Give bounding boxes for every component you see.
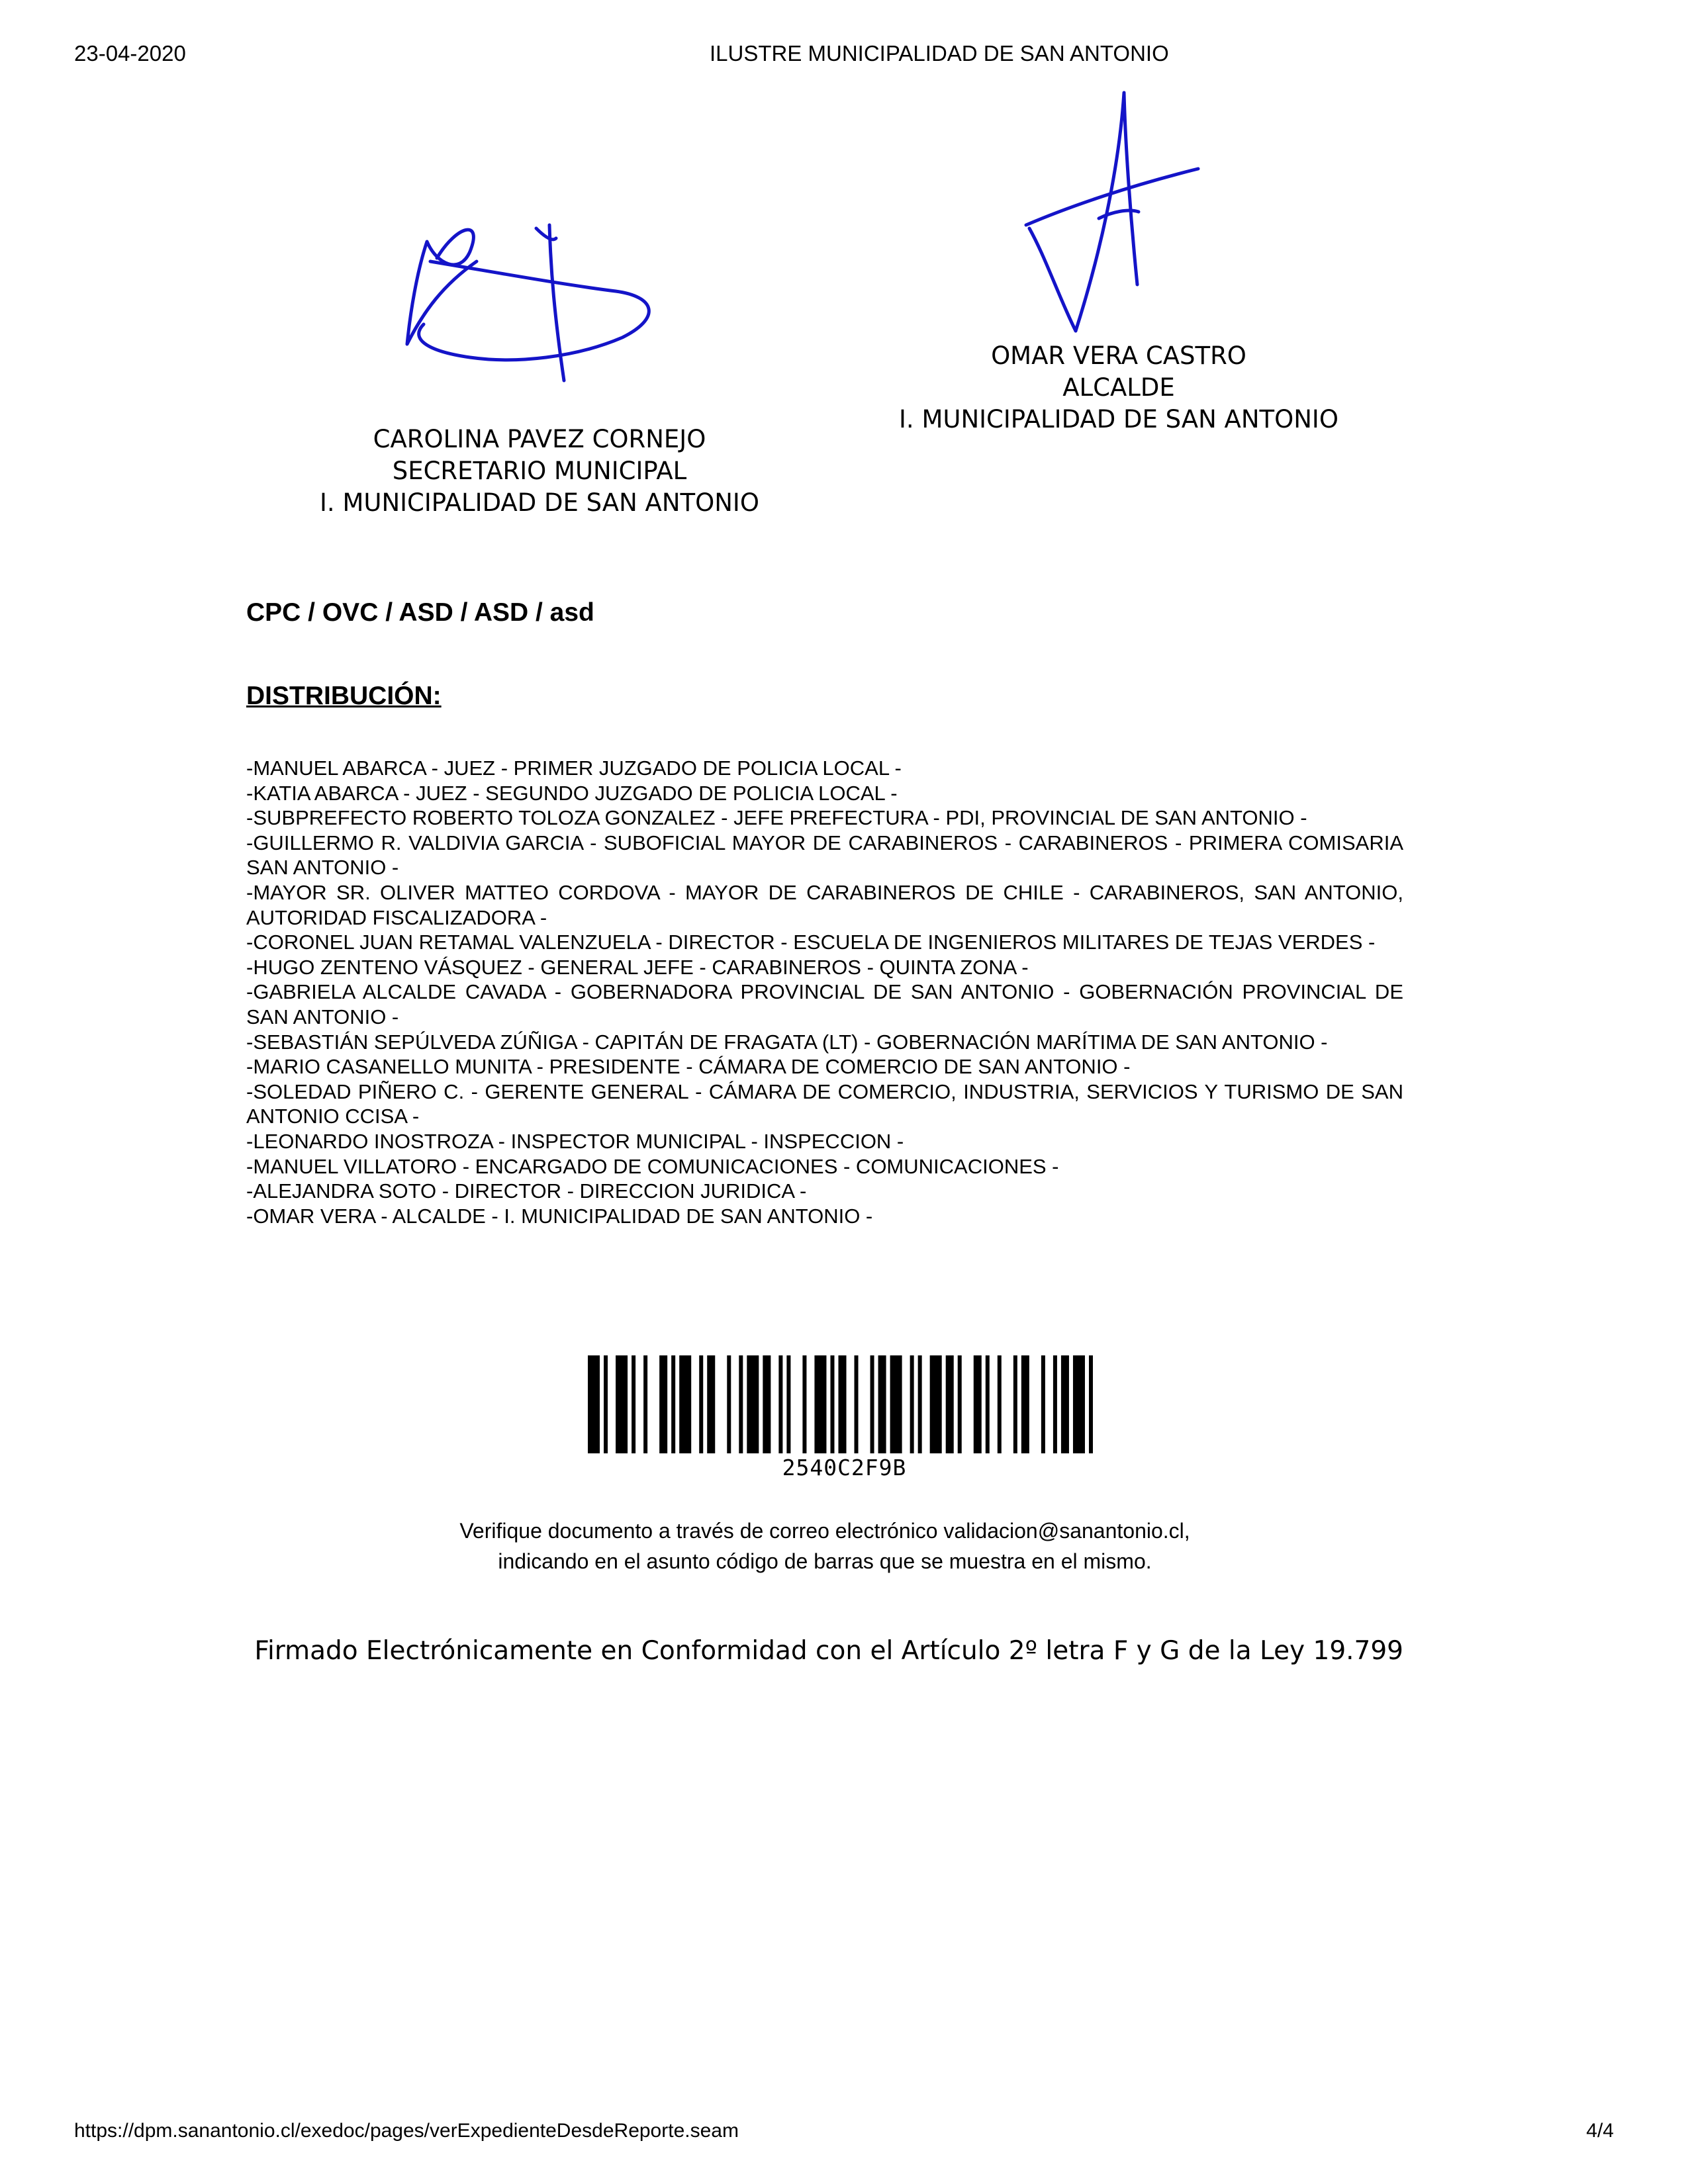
list-item: -MAYOR SR. OLIVER MATTEO CORDOVA - MAYOR DE CARABINEROS DE CHILE - CARABINEROS, SAN ANTONIO, AUTORIDAD FISCALIZADORA - xyxy=(246,880,1403,929)
print-date: 23-04-2020 xyxy=(74,41,186,66)
signatory-org: I. MUNICIPALIDAD DE SAN ANTONIO xyxy=(320,488,759,517)
list-item: -CORONEL JUAN RETAMAL VALENZUELA - DIRECTOR - ESCUELA DE INGENIEROS MILITARES DE TEJAS VERDES - xyxy=(246,931,1376,954)
list-item: -HUGO ZENTENO VÁSQUEZ - GENERAL JEFE - CARABINEROS - QUINTA ZONA - xyxy=(246,955,1029,979)
signature-vera-image xyxy=(1019,86,1205,338)
signatory-role: SECRETARIO MUNICIPAL xyxy=(392,457,687,485)
signature-pavez-image xyxy=(397,212,669,390)
distribution-list xyxy=(246,756,1403,1228)
list-item: -MANUEL ABARCA - JUEZ - PRIMER JUZGADO DE POLICIA LOCAL - xyxy=(246,756,902,780)
list-item: -ALEJANDRA SOTO - DIRECTOR - DIRECCION JURIDICA - xyxy=(246,1179,807,1203)
list-item: -GUILLERMO R. VALDIVIA GARCIA - SUBOFICIAL MAYOR DE CARABINEROS - CARABINEROS - PRIMERA COMISARIA SAN ANTONIO - xyxy=(246,831,1403,880)
list-item: -LEONARDO INOSTROZA - INSPECTOR MUNICIPAL - INSPECCION - xyxy=(246,1129,904,1153)
verification-line-2: indicando en el asunto código de barras que se muestra en el mismo. xyxy=(498,1549,1152,1573)
list-item: -KATIA ABARCA - JUEZ - SEGUNDO JUZGADO DE POLICIA LOCAL - xyxy=(246,781,898,805)
signatory-org: I. MUNICIPALIDAD DE SAN ANTONIO xyxy=(899,405,1338,433)
distribution-title: DISTRIBUCIÓN: xyxy=(246,682,442,710)
page-number: 4/4 xyxy=(1586,2120,1614,2142)
list-item: -OMAR VERA - ALCALDE - I. MUNICIPALIDAD DE SAN ANTONIO - xyxy=(246,1204,873,1228)
list-item: -SUBPREFECTO ROBERTO TOLOZA GONZALEZ - JEFE PREFECTURA - PDI, PROVINCIAL DE SAN ANTONIO - xyxy=(246,806,1307,830)
list-item: -MANUEL VILLATORO - ENCARGADO DE COMUNICACIONES - COMUNICACIONES - xyxy=(246,1154,1059,1178)
signatory-block-vera xyxy=(857,340,1380,435)
barcode-code: 2540C2F9B xyxy=(782,1455,907,1480)
header-institution: ILUSTRE MUNICIPALIDAD DE SAN ANTONIO xyxy=(710,41,1169,66)
list-item: -MARIO CASANELLO MUNITA - PRESIDENTE - CÁMARA DE COMERCIO DE SAN ANTONIO - xyxy=(246,1055,1131,1079)
signatory-name: CAROLINA PAVEZ CORNEJO xyxy=(373,425,706,453)
verification-line-1: Verifique documento a través de correo electrónico validacion@sanantonio.cl, xyxy=(459,1519,1190,1543)
signatory-role: ALCALDE xyxy=(1062,373,1175,402)
barcode-image xyxy=(588,1355,1101,1453)
verification-note xyxy=(246,1516,1403,1576)
footer-url: https://dpm.sanantonio.cl/exedoc/pages/verExpedienteDesdeReporte.seam xyxy=(74,2120,739,2142)
list-item: -GABRIELA ALCALDE CAVADA - GOBERNADORA PROVINCIAL DE SAN ANTONIO - GOBERNACIÓN PROVINCIAL DE SAN ANTONIO - xyxy=(246,980,1403,1028)
references-initials: CPC / OVC / ASD / ASD / asd xyxy=(246,598,594,627)
list-item: -SEBASTIÁN SEPÚLVEDA ZÚÑIGA - CAPITÁN DE FRAGATA (LT) - GOBERNACIÓN MARÍTIMA DE SAN ANTONIO - xyxy=(246,1030,1328,1054)
signatory-name: OMAR VERA CASTRO xyxy=(991,341,1246,370)
electronic-signature-note: Firmado Electrónicamente en Conformidad con el Artículo 2º letra F y G de la Ley 19.799 xyxy=(254,1636,1403,1666)
list-item: -SOLEDAD PIÑERO C. - GERENTE GENERAL - CÁMARA DE COMERCIO, INDUSTRIA, SERVICIOS Y TURISMO DE SAN ANTONIO CCISA - xyxy=(246,1079,1403,1128)
signatory-block-pavez xyxy=(278,424,801,519)
